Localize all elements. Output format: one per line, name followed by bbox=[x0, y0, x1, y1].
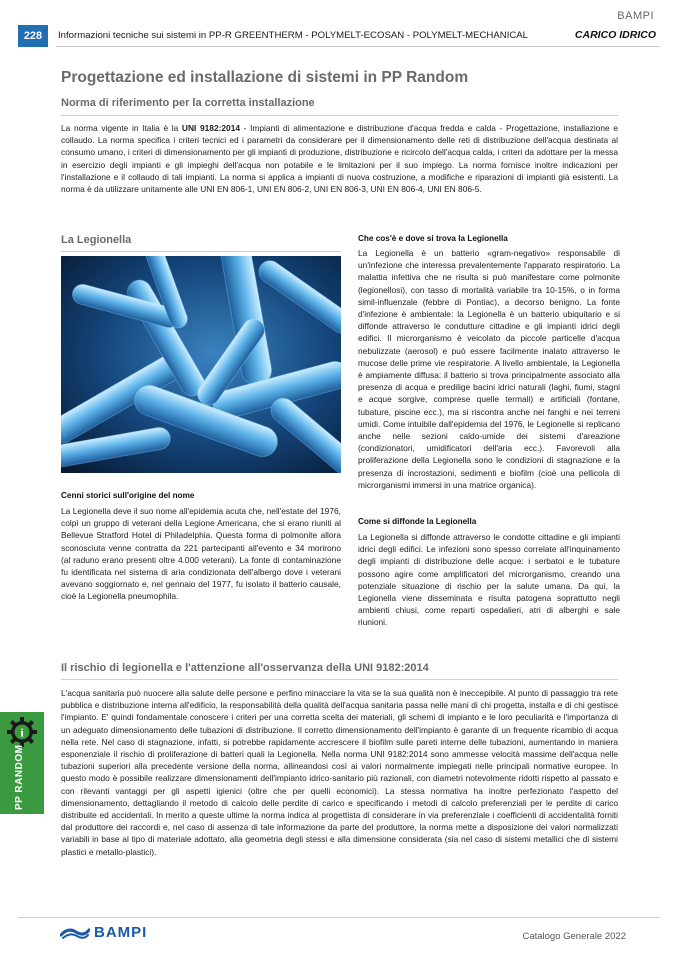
history-heading: Cenni storici sull'origine del nome bbox=[61, 491, 195, 500]
intro-paragraph bbox=[61, 122, 618, 195]
page-number: 228 bbox=[18, 25, 48, 47]
bampi-logo bbox=[60, 924, 147, 941]
footer-divider bbox=[18, 917, 660, 918]
what-is-paragraph: La Legionella è un batterio «gram-negativo» responsabile di un'infezione che interessa prevalentemente l'apparato respiratorio. La malattia infettiva che ne risulta si può manifestare come polmonite (legionellosi), con tasso di mortalità variabile tra 10-15%, o in forma simil-influenzale (febbre di Pontiac), a decorso benigno. La fonte d'infezione è ambientale: la Legionella è un batterio ubiquitario e si diffonde attraverso le condutture cittadine e gli impianti idrici degli edifici. Il microrganismo è veicolato da piccole particelle d'acqua nebulizzate (aerosol) e può essere facilmente inalato attraverso le mucose delle prime vie respiratorie. A livello ambientale, la Legionella è ampiamente diffusa: il batterio si trova principalmente associato alla presenza di acqua e predilige bacini idrici naturali (laghi, fiumi, stagni e acque sorgive, comprese quelle termali) e artificiali (fontane, tubature, piscine ecc.), ma si riscontra anche nei fanghi e nei terreni umidi. Come intuibile dall'epidemia del 1976, le Legionelle si replicano anche nelle sezioni caldo-umide dei sistemi d'areazione (condizionatori, umidificatori dell'aria ecc.). Favorevoli alla proliferazione della Legionella sono le condizioni di stagnazione e la presenza di incrostazioni, sedimenti e biofilm (cioè una pellicola di microrganismi immersi in una matrice organica). bbox=[358, 248, 620, 490]
norm-divider bbox=[61, 115, 618, 116]
risk-divider bbox=[61, 679, 618, 680]
what-is-heading: Che cos'è e dove si trova la Legionella bbox=[358, 234, 508, 243]
norm-heading: Norma di riferimento per la corretta installazione bbox=[61, 97, 315, 109]
intro-norm-code: UNI 9182:2014 bbox=[181, 123, 241, 133]
logo-wave-icon bbox=[60, 926, 90, 940]
legionella-heading: La Legionella bbox=[61, 234, 132, 246]
history-paragraph: La Legionella deve il suo nome all'epidemia acuta che, nell'estate del 1976, colpì un gruppo di veterani della Legione Americana, che si erano riuniti al Bellevue Stratford Hotel di Philadelphia. Questa forma di polmonite allora sconosciuta venne contratta da 221 partecipanti all'evento e 34 morirono (al raduno erano presenti oltre 4.000 veterani). La fonte di contaminazione fu identificata nel sistema di aria condizionata dell'albergo dove i veterani avevano soggiornato e, nel gennaio del 1977, fu isolato il batterio causale, cioè la Legionella pneumophila. bbox=[61, 506, 341, 602]
header-section: CARICO IDRICO bbox=[574, 29, 656, 41]
bacteria-image bbox=[61, 256, 341, 473]
page-header bbox=[18, 25, 660, 47]
info-glyph: i bbox=[20, 725, 24, 740]
page-title: Progettazione ed installazione di sistemi in PP Random bbox=[61, 69, 469, 86]
intro-rest: - Impianti di alimentazione e distribuzione d'acqua fredda e calda - Progettazione, installazione e collaudo. La norma specifica i criteri tecnici ed i parametri da considerare per il dimensionamento delle reti di distribuzione dell'acqua destinata al consumo umano, i criteri di dimensionamento per gli impianti di produzione, distribuzione e ricircolo dell'acqua calda, i criteri da adottare per la messa in esercizio degli impianti e gli impieghi dell'acqua non potabile e le limitazioni per il suo impiego. La norma fornisce inoltre indicazioni per l'installazione e il collaudo di tali impianti. La norma si applica a impianti di nuova costruzione, a modifiche e riparazioni di impianti già esistenti. La norma è da utilizzare unitamente alle UNI EN 806-1, UNI EN 806-2, UNI EN 806-3, UNI EN 806-4, UNI EN 806-5. bbox=[61, 123, 618, 195]
section-side-tab bbox=[0, 712, 44, 814]
spread-heading: Come si diffonde la Legionella bbox=[358, 517, 477, 526]
header-title: Informazioni tecniche sui sistemi in PP-R GREENTHERM - POLYMELT-ECOSAN - POLYMELT-MECHANICAL bbox=[58, 30, 529, 41]
brand-top-label: BAMPI bbox=[617, 10, 654, 22]
risk-heading: Il rischio di legionella e l'attenzione all'osservanza della UNI 9182:2014 bbox=[61, 662, 429, 674]
catalog-label: Catalogo Generale 2022 bbox=[522, 931, 626, 942]
logo-text: BAMPI bbox=[94, 924, 148, 941]
header-divider bbox=[56, 46, 660, 47]
legionella-divider bbox=[61, 251, 341, 252]
spread-paragraph: La Legionella si diffonde attraverso le condotte cittadine e gli impianti idrici degli edifici. Le infezioni sono spesso correlate all'inquinamento degli impianti di distribuzione delle acque: i serbatoi e le tubature possono agire come amplificatori del microrganismo, creando una potenziale situazione di rischio per la salute umana. Da qui, la Legionella viene disseminata e risulta patogena soprattutto negli ambienti chiusi, come reparti ospedalieri, atri di alberghi e sale riunioni. bbox=[358, 532, 620, 628]
side-tab-label: PP RANDOM bbox=[14, 744, 25, 810]
intro-lead: La norma vigente in Italia è la bbox=[61, 123, 182, 133]
risk-paragraph: L'acqua sanitaria può nuocere alla salute delle persone e perfino minacciare la vita se la sua qualità non è ineccepibile. Al punto di passaggio tra rete pubblica e distribuzione interna all'edificio, la responsabilità della qualità dell'acqua sanitaria passa nelle mani di chi progetta, installa e di chi gestisce l'impianto. E' quindi fondamentale conoscere i criteri per una corretta scelta dei materiali, gli schemi di impianto e le loro peculiarità e l'importanza di un adeguato dimensionamento delle tubazioni di distribuzione. Il corretto dimensionamento dell'impianto è garante di un frequente ricambio di acqua nella rete. Nel caso di stagnazione, infatti, si potrebbe rapidamente accrescere il biofilm sulle pareti interne delle tubazioni, aumentando in maniera esponenziale il rischio di proliferazione di batteri quali la Legionella. Nella norma UNI 9182:2014 sono ammesse velocità massime dell'acqua nelle tubazioni superiori alla precedente versione della norma, allineandosi così ai valori normalmente impiegati nelle principali normative europee. In questo modo è possibile realizzare dimensionamenti dell'impianto idrico-sanitario più razionali, con diametri notevolmente ridotti rispetto al passato e con rilevanti vantaggi per gli aspetti igienici (oltre che per quelli economici). La stessa normativa ha inoltre perfezionato l'aspetto del dimensionamento, dettagliando il metodo di calcolo delle perdite di carico e specificando i metodi di calcolo preferenziali per le perdite di carico distribuite ed accidentali. In merito a queste ultime la norma indica al progettista di considerare in via preferenziale i coefficienti di accidentalità forniti dal produttore dei raccordi e, nel caso di assenza di tale informazione da parte del produttore, la norma mette a disposizione dei valori normalizzati variabili in base al tipo di materiale adottato, alla geometria degli stessi e alla dimensione considerata (sia nel caso di sistemi metallici che di sistemi plastici e metallo-plastici). bbox=[61, 688, 618, 857]
